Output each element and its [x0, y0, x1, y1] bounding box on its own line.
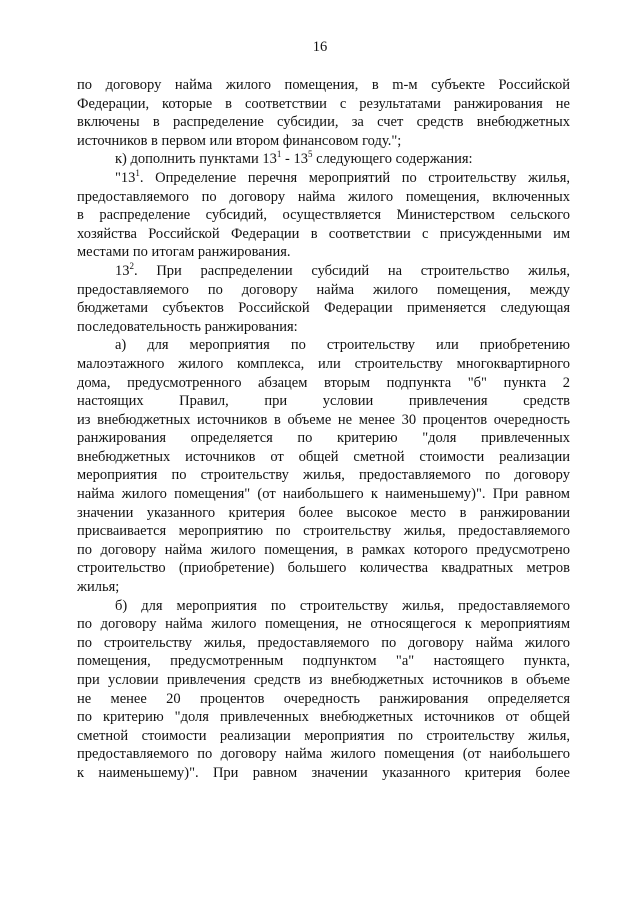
text-line: последовательность ранжирования: — [77, 318, 298, 335]
text-line: мероприятия по строительству жилья, предоставляемого по договору — [77, 467, 570, 484]
text-line: местами по итогам ранжирования. — [77, 244, 291, 261]
text-line: по договору найма жилого помещения, в m-м субъекте Российской — [77, 77, 570, 93]
text-line: по критерию "доля привлеченных внебюджетных источников от общей — [77, 709, 570, 726]
text-line: при условии привлечения средств из внебюджетных источников в объеме — [77, 672, 570, 688]
text-line: источников в первом или втором финансовом году."; — [77, 132, 402, 149]
text-line: предоставляемого по договору найма жилого помещения, между — [77, 281, 570, 298]
text-line: включены в распределение субсидии, за счет средств внебюджетных — [77, 114, 570, 131]
paragraph-item-k — [77, 150, 570, 169]
paragraph-subitem-b — [77, 597, 570, 783]
text-line: Федерации, которые в соответствии с результатами ранжирования не — [77, 95, 570, 112]
paragraph-subitem-a — [77, 336, 570, 596]
paragraph-13-2 — [77, 262, 570, 336]
page-number: 16 — [312, 39, 328, 55]
text-line: хозяйства Российской Федерации в соответствии с присужденными им — [77, 225, 570, 242]
text-line: в распределение субсидий, осуществляется Министерством сельского — [77, 207, 570, 224]
text-line: внебюджетных источников от общей сметной стоимости реализации — [77, 448, 570, 465]
text-line: из внебюджетных источников в объеме не менее 30 процентов очередность — [77, 411, 570, 428]
text-line: настоящих Правил, при условии привлечения средств — [77, 393, 570, 410]
text-line: к) дополнить пунктами $13^1 - 13^5$ следующего содержания: — [115, 149, 473, 168]
paragraph-13-1 — [77, 169, 570, 262]
text-line: предоставляемого по договору найма жилого помещения, включенных — [77, 188, 570, 205]
text-line: предоставляемого по договору найма жилого помещения (от наибольшего — [77, 746, 570, 763]
text-line: по договору найма жилого помещения, не относящегося к мероприятиям — [77, 616, 570, 633]
text-line: дома, предусмотренного абзацем вторым подпункта "б" пункта 2 — [77, 374, 570, 391]
text-line: а) для мероприятия по строительству или приобретению — [115, 337, 570, 354]
text-line: к наименьшему)". При равном значении указанного критерия более — [77, 764, 570, 781]
text-line: $13^2$. При распределении субсидий на строительство жилья, — [115, 260, 570, 279]
text-line: жилья; — [77, 579, 120, 596]
text-line: малоэтажного жилого комплекса, или строительству многоквартирного — [77, 355, 570, 372]
text-line: присваивается мероприятию по строительству жилья, предоставляемого — [77, 523, 570, 540]
text-line: найма жилого помещения" (от наибольшего к наименьшему)". При равном — [77, 486, 570, 503]
text-line: б) для мероприятия по строительству жилья, предоставляемого — [115, 597, 570, 614]
document-body — [77, 76, 570, 783]
text-line: строительство (приобретение) большего количества квадратных метров — [77, 560, 570, 577]
text-line: по договору найма жилого помещения, в рамках которого предусмотрено — [77, 541, 570, 558]
text-line: не менее 20 процентов очередность ранжирования определяется — [77, 690, 570, 707]
text-line: "$13^1$. Определение перечня мероприятий по строительству жилья, — [115, 167, 570, 186]
text-line: ранжирования определяется по критерию "доля привлеченных — [77, 430, 570, 447]
text-line: значении указанного критерия более высокое место в ранжировании — [77, 504, 570, 521]
paragraph-continuation — [77, 76, 570, 150]
text-line: сметной стоимости реализации мероприятия по строительству жилья, — [77, 727, 570, 744]
text-line: помещения, предусмотренным подпунктом "а" настоящего пункта, — [77, 653, 570, 670]
text-line: по строительству жилья, предоставляемого по договору найма жилого — [77, 634, 570, 651]
text-line: бюджетами субъектов Российской Федерации применяется следующая — [77, 300, 570, 317]
